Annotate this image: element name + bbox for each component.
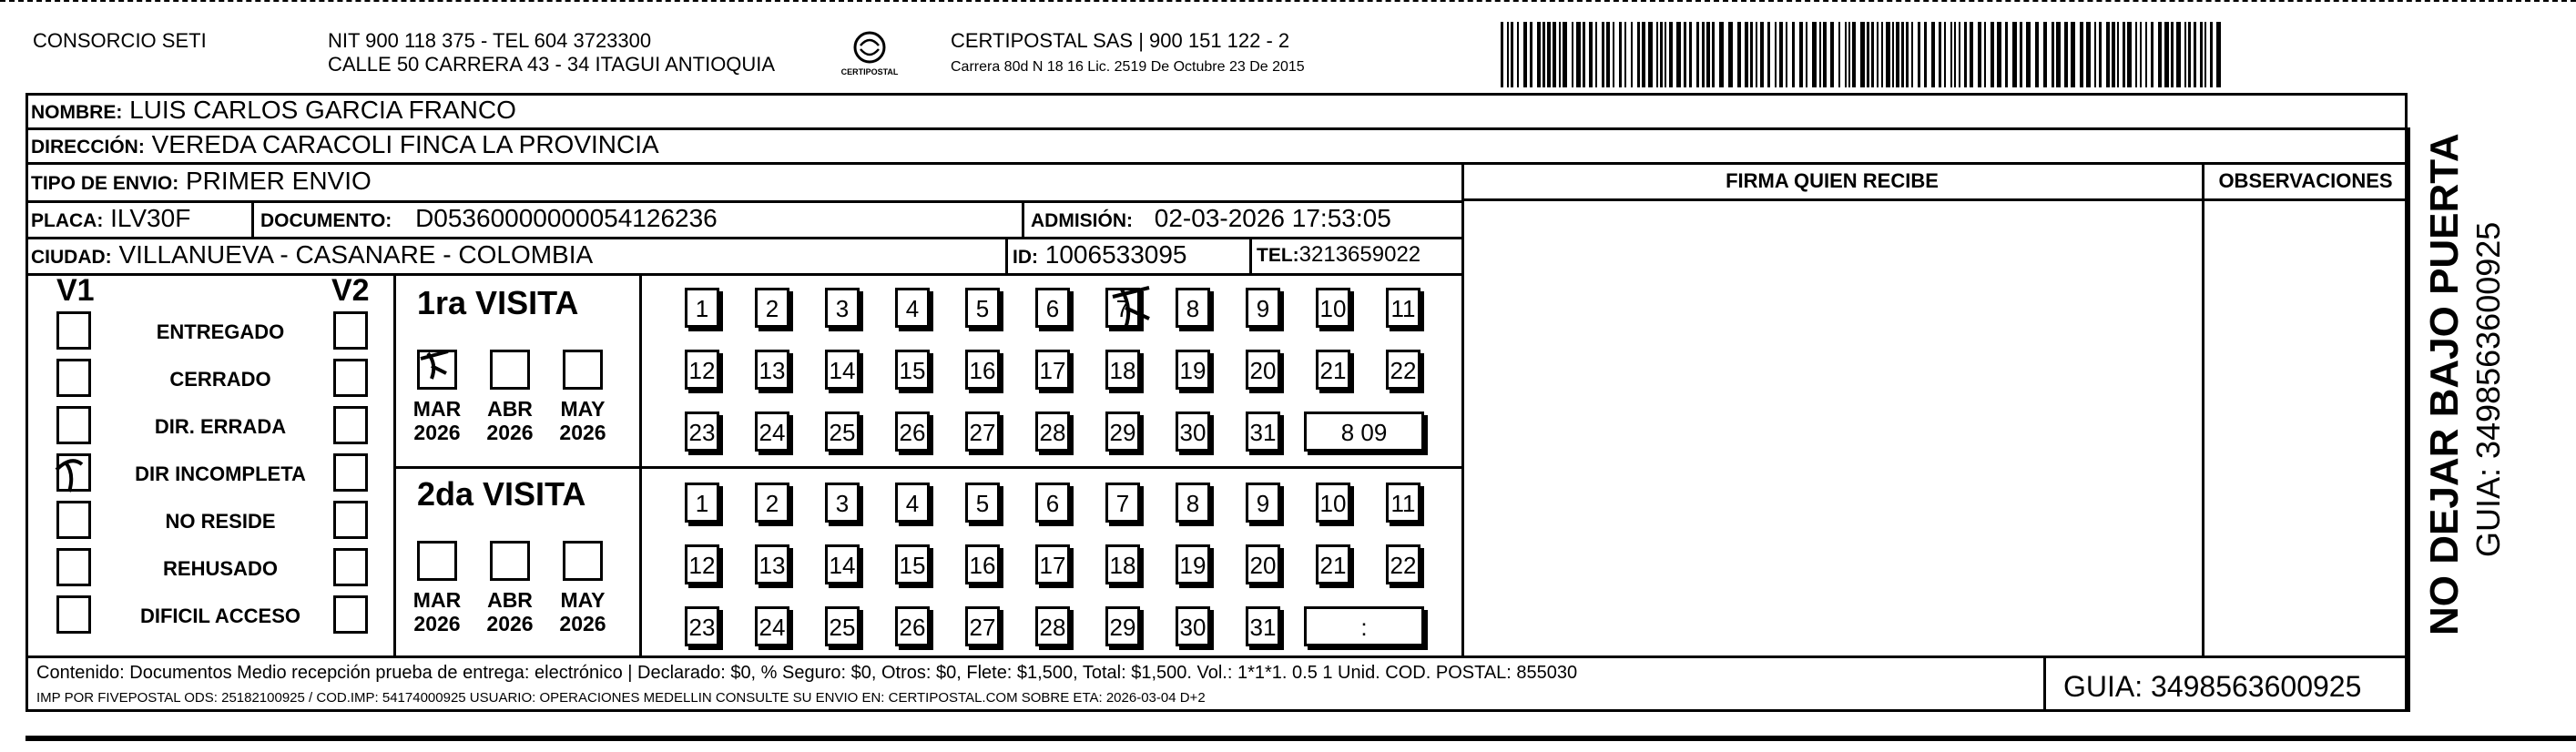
day-box[interactable]: 14 bbox=[825, 350, 860, 390]
day-box[interactable]: 7 bbox=[1105, 288, 1140, 328]
row-divider bbox=[25, 655, 2408, 658]
day-box[interactable]: 23 bbox=[685, 412, 719, 452]
imp-line: IMP POR FIVEPOSTAL ODS: 25182100925 / COD.IMP: 54174000925 USUARIO: OPERACIONES MEDELLIN CONSULTE SU ENVIO EN: CERTIPOSTAL.COM SOBRE ETA: 2026-03-04 D+2 bbox=[36, 690, 1206, 706]
day-box[interactable]: 14 bbox=[825, 544, 860, 584]
status-label: DIR. ERRADA bbox=[154, 415, 287, 438]
day-box[interactable]: 16 bbox=[965, 544, 1000, 584]
v2-checkbox[interactable] bbox=[333, 595, 368, 634]
admision-row bbox=[1031, 203, 1391, 237]
day-box[interactable]: 19 bbox=[1176, 350, 1210, 390]
day-box[interactable]: 18 bbox=[1105, 350, 1140, 390]
direccion-row bbox=[31, 129, 659, 163]
admision-value: 02-03-2026 17:53:05 bbox=[1154, 204, 1391, 232]
day-box[interactable]: 8 bbox=[1176, 483, 1210, 523]
day-box[interactable]: 13 bbox=[755, 544, 789, 584]
day-box[interactable]: 1 bbox=[685, 483, 719, 523]
day-box[interactable]: 13 bbox=[755, 350, 789, 390]
day-box[interactable]: 18 bbox=[1105, 544, 1140, 584]
month-caption bbox=[410, 588, 464, 635]
first-visit-title: 1ra VISITA bbox=[417, 284, 579, 321]
signature-area[interactable] bbox=[1468, 204, 2196, 650]
col-divider bbox=[1005, 237, 1008, 273]
day-box[interactable]: 29 bbox=[1105, 606, 1140, 646]
carrier-line: CERTIPOSTAL SAS | 900 151 122 - 2 bbox=[951, 29, 1290, 52]
month-name: ABR bbox=[487, 397, 533, 421]
col-divider bbox=[1022, 200, 1024, 237]
month-caption bbox=[555, 397, 610, 444]
documento-value: D05360000000054126236 bbox=[415, 204, 718, 232]
tipo-row bbox=[31, 166, 372, 199]
firma-label: FIRMA QUIEN RECIBE bbox=[1726, 169, 1939, 192]
month-checkbox[interactable] bbox=[563, 350, 603, 390]
day-box[interactable]: 3 bbox=[825, 483, 860, 523]
day-box[interactable]: 21 bbox=[1316, 544, 1350, 584]
status-label: CERRADO bbox=[169, 368, 271, 391]
observaciones-area[interactable] bbox=[2207, 204, 2402, 650]
day-box[interactable]: 4 bbox=[895, 288, 930, 328]
month-checkbox[interactable] bbox=[417, 541, 457, 581]
v1-checkbox[interactable] bbox=[56, 548, 91, 586]
id-label: ID: bbox=[1013, 247, 1038, 268]
visit-divider bbox=[393, 466, 1464, 469]
day-box[interactable]: 27 bbox=[965, 606, 1000, 646]
tel-value: 3213659022 bbox=[1298, 242, 1421, 267]
direccion-label: DIRECCIÓN: bbox=[31, 137, 145, 158]
status-label: ENTREGADO bbox=[156, 320, 285, 343]
month-name: MAR bbox=[412, 588, 462, 612]
month-caption bbox=[483, 397, 537, 444]
placa-value: ILV30F bbox=[110, 204, 191, 232]
company-name: CONSORCIO SETI bbox=[33, 29, 207, 52]
status-label: DIFICIL ACCESO bbox=[139, 605, 300, 627]
month-caption bbox=[555, 588, 610, 635]
day-box[interactable]: 1 bbox=[685, 288, 719, 328]
day-box[interactable]: 16 bbox=[965, 350, 1000, 390]
col-divider bbox=[639, 273, 642, 655]
day-box[interactable]: 31 bbox=[1246, 606, 1280, 646]
day-box[interactable]: 29 bbox=[1105, 412, 1140, 452]
v2-checkbox[interactable] bbox=[333, 501, 368, 539]
day-box[interactable]: 7 bbox=[1105, 483, 1140, 523]
documento-row bbox=[260, 203, 718, 237]
day-box[interactable]: 25 bbox=[825, 412, 860, 452]
month-checkbox[interactable] bbox=[563, 541, 603, 581]
day-box[interactable]: 30 bbox=[1176, 412, 1210, 452]
month-name: MAY bbox=[560, 397, 606, 421]
col-divider bbox=[251, 200, 254, 237]
tipo-label: TIPO DE ENVIO: bbox=[31, 173, 179, 194]
month-checkbox[interactable] bbox=[490, 541, 530, 581]
nombre-label: NOMBRE: bbox=[31, 102, 123, 123]
col-divider bbox=[2408, 127, 2410, 712]
day-box[interactable]: 24 bbox=[755, 606, 789, 646]
day-box[interactable]: 3 bbox=[825, 288, 860, 328]
id-value: 1006533095 bbox=[1044, 240, 1187, 269]
month-year: 2026 bbox=[413, 612, 461, 635]
status-label: NO RESIDE bbox=[165, 510, 276, 533]
month-caption bbox=[483, 588, 537, 635]
day-box[interactable]: 2 bbox=[755, 288, 789, 328]
month-name: MAY bbox=[560, 588, 606, 612]
day-box[interactable]: 6 bbox=[1035, 288, 1070, 328]
v1-checkbox[interactable] bbox=[56, 359, 91, 397]
day-box[interactable]: 28 bbox=[1035, 412, 1070, 452]
day-box[interactable]: 5 bbox=[965, 483, 1000, 523]
day-box[interactable]: 10 bbox=[1316, 483, 1350, 523]
cut-line bbox=[0, 0, 2576, 5]
v1-checkbox[interactable] bbox=[56, 406, 91, 444]
direccion-value: VEREDA CARACOLI FINCA LA PROVINCIA bbox=[151, 130, 659, 158]
col-divider bbox=[2043, 655, 2046, 712]
day-box[interactable]: 9 bbox=[1246, 288, 1280, 328]
contenido-line: Contenido: Documentos Medio recepción prueba de entrega: electrónico | Declarado: $0, % Seguro: $0, Otros: $0, Flete: $1,500, Total: $1,500. Vol.: 1*1*1. 0.5 1 Unid. COD. POSTAL: 855030 bbox=[36, 663, 1578, 683]
ciudad-row bbox=[31, 239, 593, 273]
placa-row bbox=[31, 203, 190, 237]
day-box[interactable]: 15 bbox=[895, 544, 930, 584]
barcode bbox=[1501, 22, 2229, 87]
v2-checkbox[interactable] bbox=[333, 359, 368, 397]
day-box[interactable]: 20 bbox=[1246, 350, 1280, 390]
v2-checkbox[interactable] bbox=[333, 406, 368, 444]
day-box[interactable]: 12 bbox=[685, 544, 719, 584]
day-box[interactable]: 26 bbox=[895, 606, 930, 646]
month-year: 2026 bbox=[486, 421, 534, 444]
v1-checkbox[interactable] bbox=[56, 453, 91, 492]
day-box[interactable]: 28 bbox=[1035, 606, 1070, 646]
day-box[interactable]: 9 bbox=[1246, 483, 1280, 523]
placa-label: PLACA: bbox=[31, 210, 104, 231]
day-box[interactable]: 25 bbox=[825, 606, 860, 646]
row-divider bbox=[25, 273, 1464, 276]
license-line: Carrera 80d N 18 16 Lic. 2519 De Octubre 23 De 2015 bbox=[951, 59, 1305, 75]
day-box[interactable]: 22 bbox=[1386, 544, 1420, 584]
month-name: MAR bbox=[412, 397, 462, 421]
v1-checkbox[interactable] bbox=[56, 501, 91, 539]
tel-row bbox=[1257, 239, 1420, 271]
id-row bbox=[1013, 239, 1187, 273]
day-box[interactable]: 23 bbox=[685, 606, 719, 646]
day-box[interactable]: 21 bbox=[1316, 350, 1350, 390]
day-box[interactable]: 4 bbox=[895, 483, 930, 523]
day-box[interactable]: 5 bbox=[965, 288, 1000, 328]
v2-checkbox[interactable] bbox=[333, 453, 368, 492]
warning-text: NO DEJAR BAJO PUERTA bbox=[2422, 133, 2467, 635]
day-box[interactable]: 8 bbox=[1176, 288, 1210, 328]
col-divider bbox=[393, 273, 396, 655]
v1-checkbox[interactable] bbox=[56, 595, 91, 634]
tipo-value: PRIMER ENVIO bbox=[185, 167, 372, 195]
second-visit-title: 2da VISITA bbox=[417, 475, 586, 513]
ciudad-value: VILLANUEVA - CASANARE - COLOMBIA bbox=[118, 240, 594, 269]
hour-box[interactable]: : bbox=[1304, 606, 1424, 646]
tel-label: TEL: bbox=[1257, 245, 1299, 266]
day-box[interactable]: 27 bbox=[965, 412, 1000, 452]
col-divider bbox=[2202, 162, 2204, 655]
day-box[interactable]: 26 bbox=[895, 412, 930, 452]
day-box[interactable]: 30 bbox=[1176, 606, 1210, 646]
v1-checkbox[interactable] bbox=[56, 311, 91, 350]
day-box[interactable]: 12 bbox=[685, 350, 719, 390]
month-checkbox[interactable] bbox=[490, 350, 530, 390]
bottom-rule bbox=[25, 736, 2576, 741]
address-line: CALLE 50 CARRERA 43 - 34 ITAGUI ANTIOQUIA bbox=[328, 53, 776, 76]
documento-label: DOCUMENTO: bbox=[260, 210, 392, 231]
day-box[interactable]: 31 bbox=[1246, 412, 1280, 452]
admision-label: ADMISIÓN: bbox=[1031, 210, 1133, 231]
day-box[interactable]: 24 bbox=[755, 412, 789, 452]
footer-guia: GUIA: 3498563600925 bbox=[2063, 670, 2362, 703]
day-box[interactable]: 22 bbox=[1386, 350, 1420, 390]
month-year: 2026 bbox=[559, 421, 606, 444]
day-box[interactable]: 11 bbox=[1386, 483, 1420, 523]
day-box[interactable]: 2 bbox=[755, 483, 789, 523]
month-year: 2026 bbox=[413, 421, 461, 444]
day-box[interactable]: 19 bbox=[1176, 544, 1210, 584]
month-caption bbox=[410, 397, 464, 444]
col-divider bbox=[1461, 162, 1464, 655]
certipostal-logo bbox=[833, 27, 906, 82]
day-box[interactable]: 17 bbox=[1035, 350, 1070, 390]
month-checkbox[interactable] bbox=[417, 350, 457, 390]
hour-box[interactable]: 8 09 bbox=[1304, 412, 1424, 452]
side-guia: GUIA: 3498563600925 bbox=[2469, 221, 2507, 557]
month-name: ABR bbox=[487, 588, 533, 612]
day-box[interactable]: 10 bbox=[1316, 288, 1350, 328]
nombre-row bbox=[31, 95, 516, 128]
v2-label: V2 bbox=[331, 273, 370, 308]
month-year: 2026 bbox=[559, 612, 606, 635]
v2-checkbox[interactable] bbox=[333, 311, 368, 350]
day-box[interactable]: 17 bbox=[1035, 544, 1070, 584]
nit-line: NIT 900 118 375 - TEL 604 3723300 bbox=[328, 29, 652, 52]
v2-checkbox[interactable] bbox=[333, 548, 368, 586]
observaciones-label: OBSERVACIONES bbox=[2218, 169, 2393, 192]
v1-label: V1 bbox=[56, 273, 95, 308]
row-divider bbox=[1461, 198, 2408, 201]
status-label: DIR INCOMPLETA bbox=[135, 462, 306, 485]
nombre-value: LUIS CARLOS GARCIA FRANCO bbox=[129, 96, 516, 124]
day-box[interactable]: 15 bbox=[895, 350, 930, 390]
status-label: REHUSADO bbox=[163, 557, 278, 580]
day-box[interactable]: 20 bbox=[1246, 544, 1280, 584]
ciudad-label: CIUDAD: bbox=[31, 247, 112, 268]
logo-caption: CERTIPOSTAL bbox=[840, 67, 899, 76]
month-year: 2026 bbox=[486, 612, 534, 635]
day-box[interactable]: 11 bbox=[1386, 288, 1420, 328]
col-divider bbox=[1249, 237, 1252, 273]
day-box[interactable]: 6 bbox=[1035, 483, 1070, 523]
